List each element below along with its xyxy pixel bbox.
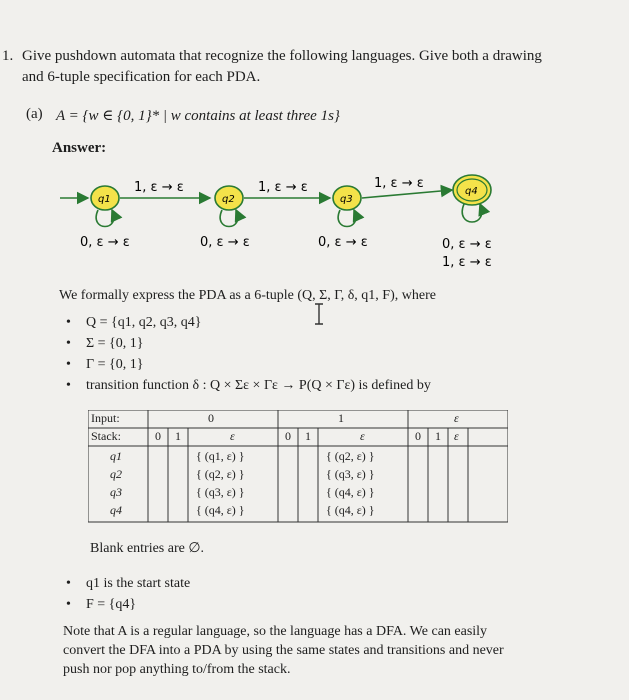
cell-q2-1-eps: { (q3, ε) } — [326, 467, 375, 481]
stack-col-2-eps: ε — [454, 429, 459, 443]
cell-q2-0-eps: { (q2, ε) } — [196, 467, 245, 481]
note-line2: convert the DFA into a PDA by using the same states and transitions and never — [63, 643, 504, 658]
language-definition: A = {w ∈ {0, 1}* | w contains at least three 1s} — [56, 108, 340, 124]
loop-label-q4-line2: 1, ε → ε — [442, 255, 492, 270]
cell-q1-0-eps: { (q1, ε) } — [196, 449, 245, 463]
input-group-eps: ε — [454, 411, 459, 425]
loop-label-q3: 0, ε → ε — [318, 235, 368, 250]
formal-intro: We formally express the PDA as a 6-tuple (Q, Σ, Γ, δ, q1, F), where — [59, 288, 436, 303]
problem-text-line2: and 6-tuple specification for each PDA. — [22, 69, 261, 85]
answer-label: Answer: — [52, 140, 107, 156]
cell-q4-0-eps: { (q4, ε) } — [196, 503, 245, 517]
bullet-gamma: • Γ = {0, 1} — [86, 357, 143, 373]
cell-q4-1-eps: { (q4, ε) } — [326, 503, 375, 517]
loop-label-q1: 0, ε → ε — [80, 235, 130, 250]
cell-q3-1-eps: { (q4, ε) } — [326, 485, 375, 499]
input-group-0: 0 — [208, 411, 214, 425]
bullet-start-state: • q1 is the start state — [86, 576, 190, 592]
edge-label-q3-q4: 1, ε → ε — [374, 176, 424, 191]
input-group-1: 1 — [338, 411, 344, 425]
stack-col-0-0: 0 — [155, 429, 161, 443]
cell-q1-1-eps: { (q2, ε) } — [326, 449, 375, 463]
part-a-label: (a) — [26, 106, 43, 122]
stack-col-1-eps: ε — [360, 429, 365, 443]
edge-label-q2-q3: 1, ε → ε — [258, 180, 308, 195]
pda-state-diagram — [0, 160, 629, 280]
stack-col-2-1: 1 — [435, 429, 441, 443]
stack-col-1-0: 0 — [285, 429, 291, 443]
bullet-transition: • transition function δ : Q × Σε × Γε → P(Q × Γε) is defined by — [86, 378, 431, 394]
loop-label-q2: 0, ε → ε — [200, 235, 250, 250]
state-label-q4: q4 — [465, 186, 478, 197]
text-cursor-icon — [312, 302, 326, 326]
loop-label-q4-line1: 0, ε → ε — [442, 237, 492, 252]
state-label-q2: q2 — [222, 194, 235, 205]
stack-col-1-1: 1 — [305, 429, 311, 443]
problem-text-line1: Give pushdown automata that recognize the following languages. Give both a drawing — [22, 48, 542, 64]
transition-table — [88, 410, 508, 530]
stack-label: Stack: — [91, 429, 121, 443]
loop-q4 — [462, 204, 482, 222]
bullet-sigma: • Σ = {0, 1} — [86, 336, 143, 352]
edge-label-q1-q2: 1, ε → ε — [134, 180, 184, 195]
note-line1: Note that A is a regular language, so the language has a DFA. We can easily — [63, 624, 488, 639]
loop-q2 — [220, 210, 238, 227]
edge-q3-q4 — [362, 190, 452, 198]
state-label-q3: q3 — [340, 194, 353, 205]
loop-q3 — [338, 210, 356, 227]
input-label: Input: — [91, 411, 120, 425]
row-state-q3: q3 — [110, 485, 122, 499]
blank-entries-note: Blank entries are ∅. — [90, 541, 205, 556]
loop-q1 — [96, 210, 114, 227]
stack-col-0-1: 1 — [175, 429, 181, 443]
bullet-accept-set: • F = {q4} — [86, 597, 136, 613]
note-line3: push nor pop anything to/from the stack. — [63, 662, 291, 677]
row-state-q2: q2 — [110, 467, 122, 481]
state-label-q1: q1 — [98, 194, 111, 205]
row-state-q1: q1 — [110, 449, 122, 463]
cell-q3-0-eps: { (q3, ε) } — [196, 485, 245, 499]
stack-col-2-0: 0 — [415, 429, 421, 443]
bullet-states: • Q = {q1, q2, q3, q4} — [86, 315, 201, 331]
problem-number: 1. — [2, 48, 14, 64]
stack-col-0-eps: ε — [230, 429, 235, 443]
row-state-q4: q4 — [110, 503, 122, 517]
